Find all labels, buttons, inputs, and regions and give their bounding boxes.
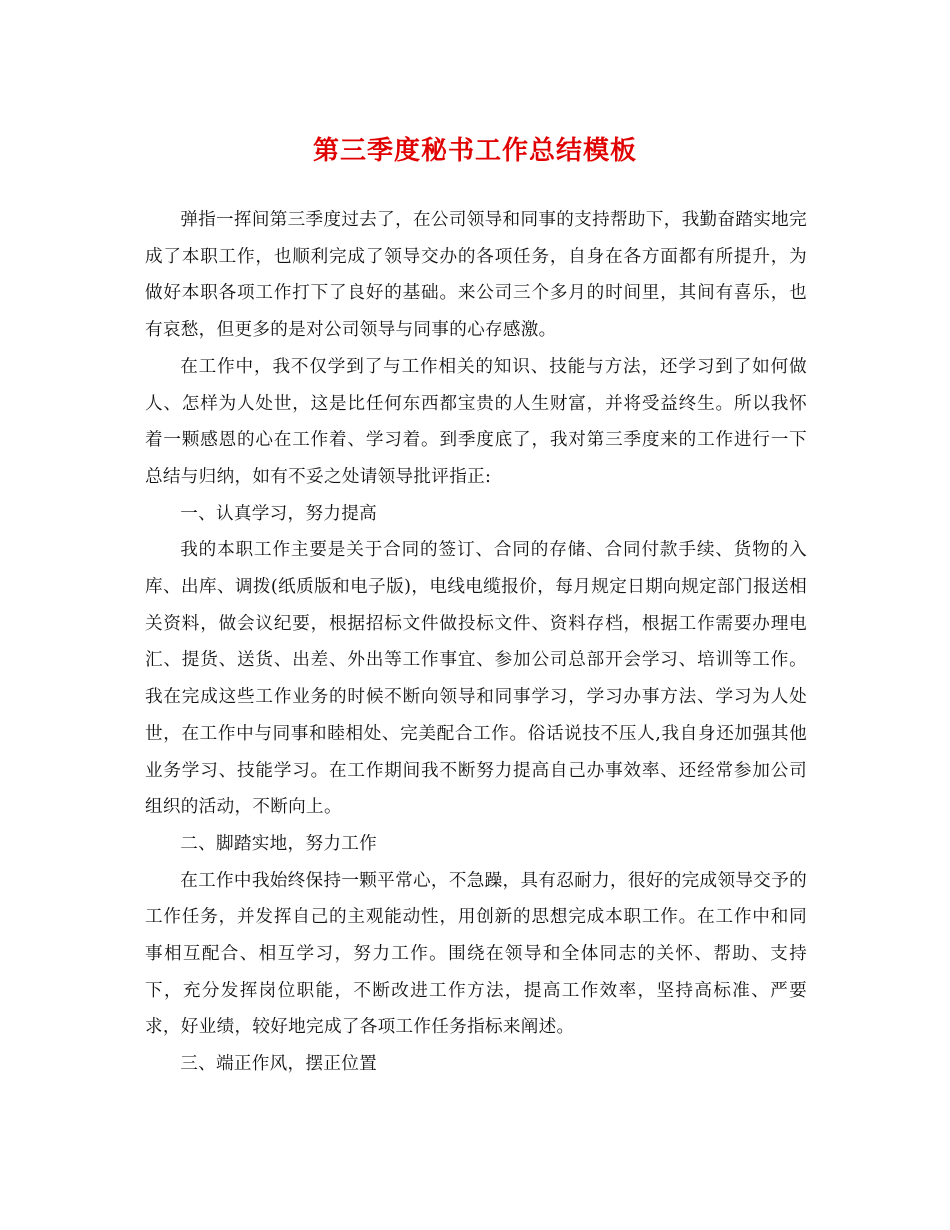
paragraph-section-2: 在工作中我始终保持一颗平常心，不急躁，具有忍耐力，很好的完成领导交予的工作任务，并发挥自己的主观能动性，用创新的思想完成本职工作。在工作中和同事相互配合、相互学习，努力工作。围绕在领导和全体同志的关怀、帮助、支持下，充分发挥岗位职能，不断改进工作方法，提高工作效率，坚持高标准、严要求，好业绩，较好地完成了各项工作任务指标来阐述。 <box>145 870 807 1038</box>
document-body <box>145 202 807 1083</box>
paragraph-intro: 弹指一挥间第三季度过去了，在公司领导和同事的支持帮助下，我勤奋踏实地完成了本职工作，也顺利完成了领导交办的各项任务，自身在各方面都有所提升，为做好本职各项工作打下了良好的基础。来公司三个多月的时间里，其间有喜乐，也有哀愁，但更多的是对公司领导与同事的心存感激。 <box>145 210 807 341</box>
section-heading-1: 一、认真学习，努力提高 <box>180 503 378 524</box>
section-heading-2: 二、脚踏实地，努力工作 <box>180 833 378 854</box>
document-title: 第三季度秘书工作总结模板 <box>312 136 637 166</box>
section-heading-3: 三、端正作风，摆正位置 <box>180 1054 378 1075</box>
paragraph-reflection: 在工作中，我不仅学到了与工作相关的知识、技能与方法，还学习到了如何做人、怎样为人处世，这是比任何东西都宝贵的人生财富，并将受益终生。所以我怀着一颗感恩的心在工作着、学习着。到季度底了，我对第三季度来的工作进行一下总结与归纳，如有不妥之处请领导批评指正: <box>145 356 807 487</box>
paragraph-section-1: 我的本职工作主要是关于合同的签订、合同的存储、合同付款手续、货物的入库、出库、调拨(纸质版和电子版)，电线电缆报价，每月规定日期向规定部门报送相关资料，做会议纪要，根据招标文件做投标文件、资料存档，根据工作需要办理电汇、提货、送货、出差、外出等工作事宜、参加公司总部开会学习、培训等工作。我在完成这些工作业务的时候不断向领导和同事学习，学习办事方法、学习为人处世，在工作中与同事和睦相处、完美配合工作。俗话说技不压人,我自身还加强其他业务学习、技能学习。在工作期间我不断努力提高自己办事效率、还经常参加公司组织的活动，不断向上。 <box>145 540 807 818</box>
